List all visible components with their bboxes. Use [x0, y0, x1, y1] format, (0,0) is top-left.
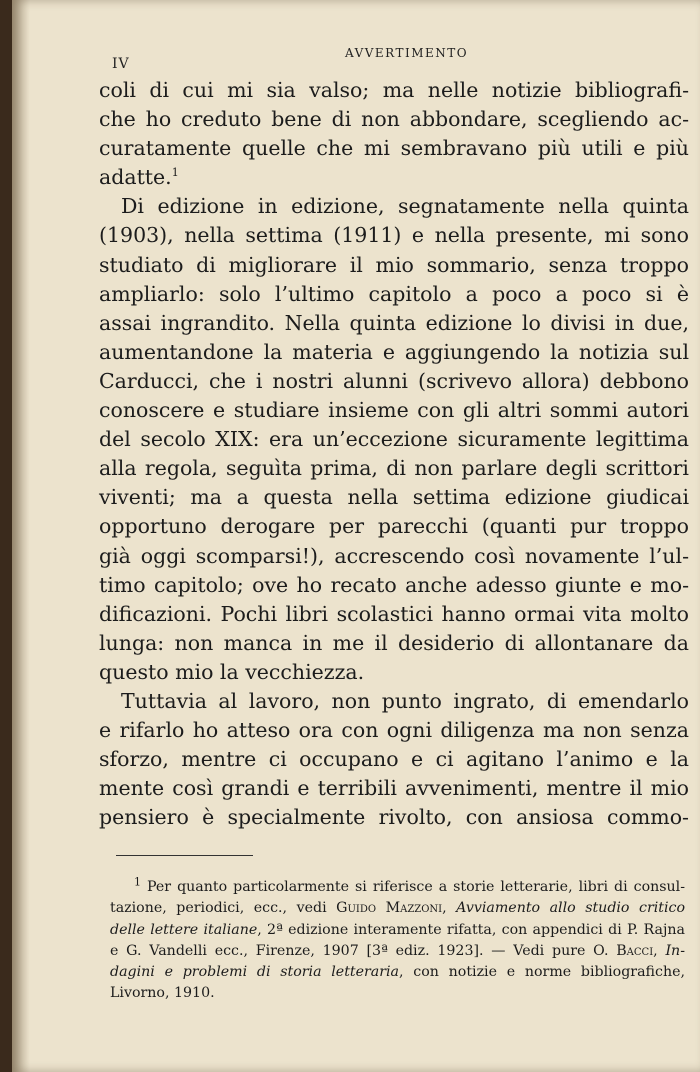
text-line: alla regola, seguìta prima, di non parlare degli scrittori: [99, 456, 689, 481]
author-name: Bacci: [616, 942, 654, 959]
text-line: viventi; ma a questa nella settima edizione giudicai: [99, 485, 689, 510]
body-text: [99, 76, 689, 832]
text-line: opportuno derogare per parecchi (quanti pur troppo: [99, 514, 689, 539]
footnote: [110, 877, 685, 1005]
text-line: aumentandone la materia e aggiungendo la notizia sul: [99, 339, 689, 364]
book-title: delle lettere italiane: [110, 921, 258, 938]
text-line: (1903), nella settima (1911) e nella presente, mi sono: [99, 223, 689, 248]
footnote-line: delle lettere italiane, 2ª edizione interamente rifatta, con appendici di P. Rajna: [110, 921, 685, 938]
footnote-line: tazione, periodici, ecc., vedi Guido Mazzoni, Avviamento allo studio critico: [110, 900, 685, 917]
footnote-line: Livorno, 1910.: [110, 985, 215, 1002]
footnote-reference[interactable]: 1: [171, 166, 179, 180]
text-line: conoscere e studiare insieme con gli altri sommi autori: [99, 398, 689, 423]
footnote-separator: [116, 855, 253, 856]
text-line: curatamente quelle che mi sembravano più utili e più: [99, 136, 689, 161]
page-header: [112, 46, 692, 70]
text-line: che ho creduto bene di non abbondare, scegliendo ac-: [99, 107, 689, 132]
text-line: e rifarlo ho atteso ora con ogni diligenza ma non senza: [99, 718, 689, 743]
text-line: del secolo XIX: era un’eccezione sicuramente legittima: [99, 427, 689, 452]
footnote-marker: 1: [134, 875, 141, 889]
text-line: adatte.$^1$: [99, 165, 179, 190]
footnote-line: e G. Vandelli ecc., Firenze, 1907 [3ª ediz. 1923]. — Vedi pure O. Bacci, In-: [110, 942, 685, 959]
book-title: Avviamento allo studio critico: [456, 900, 685, 917]
author-name: Guido Mazzoni: [336, 900, 443, 917]
text-line: Carducci, che i nostri alunni (scrivevo allora) debbono: [99, 368, 689, 393]
text-line: assai ingrandito. Nella quinta edizione lo divisi in due,: [99, 310, 689, 335]
text-line: dificazioni. Pochi libri scolastici hanno ormai vita molto: [99, 601, 689, 626]
page-number: IV: [112, 56, 130, 72]
text-line: lunga: non manca in me il desiderio di allontanare da: [99, 630, 689, 655]
text-line: ampliarlo: solo l’ultimo capitolo a poco a poco si è: [99, 281, 689, 306]
book-title: In-: [665, 942, 685, 959]
footnote-line: dagini e problemi di storia letteraria, con notizie e norme bibliografiche,: [110, 964, 685, 981]
running-title: AVVERTIMENTO: [345, 46, 469, 60]
text-line: già oggi scomparsi!), accrescendo così novamente l’ul-: [99, 543, 689, 568]
footnote-line: $^1$ Per quanto particolarmente si riferisce a storie letterarie, libri di consul-: [134, 875, 686, 895]
book-title: dagini e problemi di storia letteraria: [110, 964, 400, 981]
text-line: studiato di migliorare il mio sommario, senza troppo: [99, 252, 689, 277]
text-line: questo mio la vecchiezza.: [99, 659, 365, 684]
text-line: coli di cui mi sia valso; ma nelle notizie bibliografi-: [99, 78, 689, 102]
text-line: mente così grandi e terribili avvenimenti, mentre il mio: [99, 776, 689, 801]
text-line: sforzo, mentre ci occupano e ci agitano l’animo e la: [99, 747, 689, 772]
paragraph-start: Di edizione in edizione, segnatamente nella quinta: [121, 194, 689, 219]
paragraph-start: Tuttavia al lavoro, non punto ingrato, di emendarlo: [121, 688, 689, 713]
text-line: pensiero è specialmente rivolto, con ansiosa commo-: [99, 805, 689, 830]
text-line: timo capitolo; ove ho recato anche adesso giunte e mo-: [99, 572, 689, 597]
